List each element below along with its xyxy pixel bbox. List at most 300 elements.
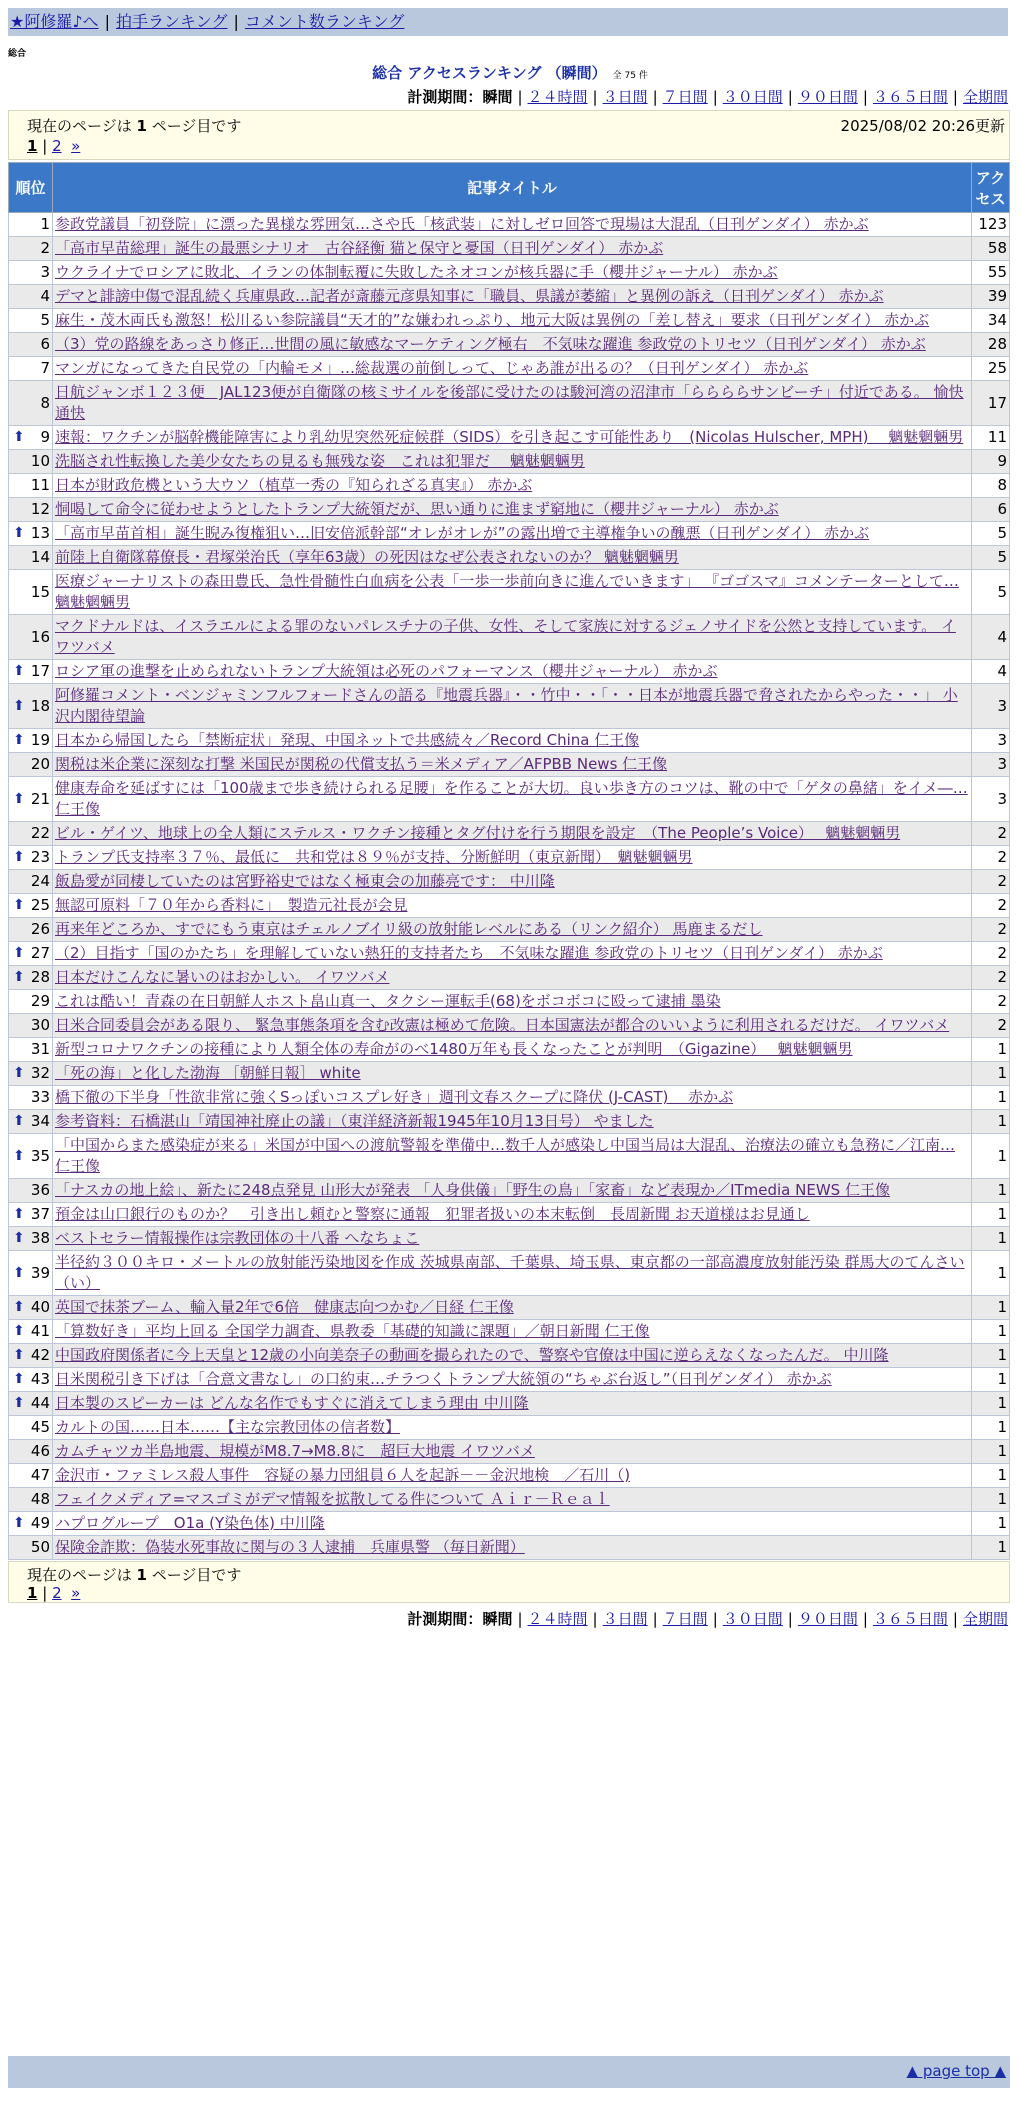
rank-number: 11 <box>30 476 50 494</box>
rank-number: 43 <box>30 1370 50 1388</box>
rank-number: 38 <box>30 1229 50 1247</box>
article-link[interactable]: フェイクメディア=マスゴミがデマ情報を拡散してる件について Ａｉｒ－Ｒｅａｌ <box>55 1490 610 1508</box>
article-link[interactable]: 阿修羅コメント・ベンジャミンフルフォードさんの語る『地震兵器』・・竹中・・「・・日本が地震兵器で脅されたからやった・・」 小沢内閣待望論 <box>55 686 958 725</box>
table-row <box>9 1203 1010 1227</box>
period-link-1[interactable]: ３日間 <box>602 1610 648 1628</box>
article-link[interactable]: 「死の海」と化した渤海 ［朝鮮日報］ white <box>55 1064 361 1082</box>
access-count: 1 <box>972 1440 1010 1464</box>
page-info-number: 1 <box>136 1566 147 1584</box>
pager-next[interactable]: » <box>71 1584 81 1602</box>
rank-cell <box>9 522 53 546</box>
access-count: 1 <box>972 1296 1010 1320</box>
article-link[interactable]: マンガになってきた自民党の「内輪モメ」…総裁選の前倒しって、じゃあ誰が出るの？（日刊ゲンダイ） 赤かぶ <box>55 359 809 377</box>
article-link[interactable]: 「高市早苗首相」誕生睨み復権狙い…旧安倍派幹部“オレがオレが”の露出増で主導権争いの醜悪（日刊ゲンダイ） 赤かぶ <box>55 524 870 542</box>
rank-number: 50 <box>30 1538 50 1556</box>
table-row <box>9 309 1010 333</box>
article-link[interactable]: （2）目指す「国のかたち」を理解していない熱狂的支持者たち 不気味な躍進 参政党のトリセツ（日刊ゲンダイ） 赤かぶ <box>55 944 883 962</box>
article-link[interactable]: 「中国からまた感染症が来る」米国が中国への渡航警報を準備中…数千人が感染し中国当局は大混乱、治療法の確立も急務に／江南… 仁王像 <box>55 1136 956 1175</box>
nav-separator: | <box>233 12 239 31</box>
access-count: 6 <box>972 498 1010 522</box>
title-cell <box>53 846 972 870</box>
table-row <box>9 1536 1010 1560</box>
title-cell <box>53 1038 972 1062</box>
rank-number: 37 <box>30 1205 50 1223</box>
access-count: 3 <box>972 777 1010 822</box>
table-row <box>9 1062 1010 1086</box>
access-count: 4 <box>972 615 1010 660</box>
rank-number: 7 <box>40 359 50 377</box>
title-cell <box>53 1320 972 1344</box>
title-cell <box>53 615 972 660</box>
title-cell <box>53 1179 972 1203</box>
rank-number: 33 <box>30 1088 50 1106</box>
access-count: 1 <box>972 1416 1010 1440</box>
nav-separator: | <box>104 12 110 31</box>
page-top-link[interactable]: ▲ page top ▲ <box>906 2062 1006 2080</box>
table-row <box>9 546 1010 570</box>
table-row <box>9 1110 1010 1134</box>
rank-number: 18 <box>30 696 50 715</box>
table-row <box>9 1179 1010 1203</box>
title-cell <box>53 474 972 498</box>
article-link[interactable]: カムチャツカ半島地震、規模がM8.7→M8.8に 超巨大地震 イワツバメ <box>55 1442 535 1460</box>
table-row <box>9 942 1010 966</box>
article-link[interactable]: 日本から帰国したら「禁断症状」発現、中国ネットで共感続々／Record China 仁王像 <box>55 731 640 749</box>
article-link[interactable]: 参政党議員「初登院」に漂った異様な雰囲気…さや氏「核武装」に対しゼロ回答で現場は大混乱（日刊ゲンダイ） 赤かぶ <box>55 215 869 233</box>
rank-number: 35 <box>30 1146 50 1165</box>
article-link[interactable]: 速報：ワクチンが脳幹機能障害により乳幼児突然死症候群（SIDS）を引き起こす可能性あり (Nicolas Hulscher, MPH) 魑魅魍魎男 <box>55 428 964 446</box>
rank-up-arrow-icon: ⬆ <box>13 897 25 913</box>
comment-ranking-link[interactable]: コメント数ランキング <box>244 12 405 31</box>
rank-number: 34 <box>30 1112 50 1130</box>
access-count: 1 <box>972 1464 1010 1488</box>
article-link[interactable]: マクドナルドは、イスラエルによる罪のないパレスチナの子供、女性、そして家族に対するジェノサイドを公然と支持しています。 イワツバメ <box>55 617 956 656</box>
rank-up-arrow-icon: ⬆ <box>13 1323 25 1339</box>
access-count: 25 <box>972 357 1010 381</box>
article-link[interactable]: ベストセラー情報操作は宗教団体の十八番 へなちょこ <box>55 1229 420 1247</box>
access-count: 8 <box>972 474 1010 498</box>
article-link[interactable]: 日米関税引き下げは「合意文書なし」の口約束…チラつくトランプ大統領の“ちゃぶ台返し”（日刊ゲンダイ） 赤かぶ <box>55 1370 832 1388</box>
access-count: 1 <box>972 1086 1010 1110</box>
pager-page-2[interactable]: 2 <box>52 137 62 155</box>
period-label: 計測期間： <box>407 88 483 106</box>
table-row <box>9 1227 1010 1251</box>
rank-up-arrow-icon: ⬆ <box>13 1515 25 1531</box>
rank-cell <box>9 942 53 966</box>
rank-number: 1 <box>40 215 50 233</box>
table-row <box>9 357 1010 381</box>
period-link-0[interactable]: ２４時間 <box>527 1610 588 1628</box>
rank-cell <box>9 1086 53 1110</box>
rank-cell <box>9 1344 53 1368</box>
period-separator: | <box>952 1610 958 1628</box>
period-separator: | <box>712 1610 718 1628</box>
period-label: 計測期間： <box>407 1610 483 1628</box>
period-separator: | <box>787 1610 793 1628</box>
rank-cell <box>9 1320 53 1344</box>
article-link[interactable]: 中国政府関係者に今上天皇と12歳の小向美奈子の動画を撮られたので、警察や官僚は中国に逆らえなくなったんだ。 中川隆 <box>55 1346 889 1364</box>
access-count: 2 <box>972 918 1010 942</box>
page-title-text: 総合 アクセスランキング （瞬間） <box>372 64 607 82</box>
period-link-0[interactable]: ２４時間 <box>527 88 588 106</box>
article-link[interactable]: 恫喝して命令に従わせようとしたトランプ大統領だが、思い通りに進まず窮地に（櫻井ジャーナル） 赤かぶ <box>55 500 779 518</box>
rank-cell <box>9 570 53 615</box>
title-cell <box>53 870 972 894</box>
page-info-suffix: ページ目です <box>151 1566 242 1584</box>
period-selector <box>407 86 1008 107</box>
rank-cell <box>9 1110 53 1134</box>
rank-number: 4 <box>40 287 50 305</box>
access-count: 2 <box>972 846 1010 870</box>
access-count: 3 <box>972 753 1010 777</box>
table-row <box>9 894 1010 918</box>
pager-separator: | <box>42 1584 48 1602</box>
article-link[interactable]: 参考資料：石橋湛山「靖国神社廃止の議」（東洋経済新報1945年10月13日号） やました <box>55 1112 654 1130</box>
rank-number: 13 <box>30 524 50 542</box>
table-row <box>9 426 1010 450</box>
title-cell <box>53 822 972 846</box>
article-link[interactable]: 「高市早苗総理」誕生の最悪シナリオ 古谷経衡 猫と保守と憂国（日刊ゲンダイ） 赤かぶ <box>55 239 664 257</box>
access-count: 1 <box>972 1179 1010 1203</box>
table-row <box>9 918 1010 942</box>
period-link-3[interactable]: ３０日間 <box>722 88 783 106</box>
rank-number: 25 <box>30 896 50 914</box>
access-count: 2 <box>972 870 1010 894</box>
period-separator: | <box>712 88 718 106</box>
access-count: 2 <box>972 966 1010 990</box>
rank-number: 24 <box>30 872 50 890</box>
period-separator: | <box>592 1610 598 1628</box>
rank-up-arrow-icon: ⬆ <box>13 1113 25 1129</box>
access-count: 123 <box>972 213 1010 237</box>
rank-cell <box>9 1062 53 1086</box>
period-separator: | <box>517 1610 523 1628</box>
rank-cell <box>9 1368 53 1392</box>
table-row <box>9 870 1010 894</box>
total-count: 全 75 件 <box>612 71 648 81</box>
article-link[interactable]: 無認可原料「７０年から香料に」 製造元社長が会見 <box>55 896 408 914</box>
rank-cell <box>9 333 53 357</box>
title-cell <box>53 729 972 753</box>
article-link[interactable]: 健康寿命を延ばすには「100歳まで歩き続けられる足腰」を作ることが大切。良い歩き方のコツは、靴の中で「ゲタの鼻緒」をイメ―… 仁王像 <box>55 779 968 818</box>
table-row <box>9 753 1010 777</box>
access-count: 1 <box>972 1488 1010 1512</box>
access-count: 1 <box>972 1110 1010 1134</box>
rank-up-arrow-icon: ⬆ <box>13 732 25 748</box>
period-separator: | <box>862 1610 868 1628</box>
access-count: 1 <box>972 1062 1010 1086</box>
title-cell <box>53 1440 972 1464</box>
title-cell <box>53 333 972 357</box>
table-row <box>9 333 1010 357</box>
rank-cell <box>9 777 53 822</box>
period-link-2[interactable]: ７日間 <box>662 88 708 106</box>
access-count: 5 <box>972 570 1010 615</box>
rank-cell <box>9 918 53 942</box>
rank-number: 31 <box>30 1040 50 1058</box>
title-cell <box>53 1392 972 1416</box>
period-link-1[interactable]: ３日間 <box>602 88 648 106</box>
table-row <box>9 213 1010 237</box>
title-cell <box>53 990 972 1014</box>
article-link[interactable]: 医療ジャーナリストの森田豊氏、急性骨髄性白血病を公表「一歩一歩前向きに進んでいきます」 『ゴゴスマ』コメンテーターとして… 魑魅魍魎男 <box>55 572 959 611</box>
table-row <box>9 522 1010 546</box>
period-current: 瞬間 <box>482 88 513 106</box>
table-row <box>9 261 1010 285</box>
page-info-box-top <box>8 110 1010 160</box>
title-cell <box>53 381 972 426</box>
rank-number: 8 <box>40 393 50 412</box>
table-row <box>9 729 1010 753</box>
rank-cell <box>9 990 53 1014</box>
rank-up-arrow-icon: ⬆ <box>13 525 25 541</box>
rank-cell <box>9 660 53 684</box>
bottom-bar <box>8 2056 1010 2088</box>
article-link[interactable]: 日本製のスピーカーは どんな名作でもすぐに消えてしまう理由 中川隆 <box>55 1394 529 1412</box>
rank-number: 40 <box>30 1298 50 1316</box>
rank-number: 48 <box>30 1490 50 1508</box>
page-info-box-bottom <box>8 1561 1010 1603</box>
article-link[interactable]: 「ナスカの地上絵」、新たに248点発見 山形大が発表 「人身供儀」「野生の鳥」「家畜」など表現か／ITmedia NEWS 仁王像 <box>55 1181 890 1199</box>
rank-up-arrow-icon: ⬆ <box>13 945 25 961</box>
page-info-number: 1 <box>136 117 147 135</box>
rank-number: 17 <box>30 662 50 680</box>
period-link-3[interactable]: ３０日間 <box>722 1610 783 1628</box>
rank-number: 27 <box>30 944 50 962</box>
rank-number: 10 <box>30 452 50 470</box>
article-link[interactable]: 洗脳され性転換した美少女たちの見るも無残な姿 これは犯罪だ 魑魅魍魎男 <box>55 452 585 470</box>
article-link[interactable]: 前陸上自衛隊幕僚長・君塚栄治氏（享年63歳）の死因はなぜ公表されないのか？ 魑魅魍魎男 <box>55 548 679 566</box>
title-cell <box>53 918 972 942</box>
rank-up-arrow-icon: ⬆ <box>13 1299 25 1315</box>
rank-number: 19 <box>30 731 50 749</box>
rank-up-arrow-icon: ⬆ <box>13 697 25 714</box>
rank-cell <box>9 1134 53 1179</box>
page-info-suffix: ページ目です <box>151 117 242 135</box>
rank-cell <box>9 426 53 450</box>
rank-cell <box>9 1488 53 1512</box>
access-count: 2 <box>972 942 1010 966</box>
period-link-4[interactable]: ９０日間 <box>797 88 858 106</box>
col-header-title: 記事タイトル <box>53 163 972 213</box>
article-link[interactable]: カルトの国……日本……【主な宗教団体の信者数】 <box>55 1418 401 1436</box>
home-link[interactable]: ★阿修羅♪へ <box>10 12 99 31</box>
table-row <box>9 474 1010 498</box>
table-row <box>9 381 1010 426</box>
rank-number: 30 <box>30 1016 50 1034</box>
access-count: 3 <box>972 684 1010 729</box>
rank-up-arrow-icon: ⬆ <box>13 1264 25 1281</box>
table-row <box>9 1440 1010 1464</box>
period-link-6[interactable]: 全期間 <box>962 1610 1008 1628</box>
rank-cell <box>9 822 53 846</box>
article-link[interactable]: 預金は山口銀行のものか？ 引き出し頼むと警察に通報 犯罪者扱いの本末転倒 長周新聞 お天道様はお見通し <box>55 1205 810 1223</box>
table-row <box>9 1464 1010 1488</box>
table-row <box>9 615 1010 660</box>
page-info-prefix: 現在のページは <box>27 117 132 135</box>
article-link[interactable]: これは酷い！青森の在日朝鮮人ホスト畠山真一、タクシー運転手(68)をボコボコに殴って逮捕 墨染 <box>55 992 721 1010</box>
table-row <box>9 660 1010 684</box>
title-cell <box>53 1344 972 1368</box>
access-count: 2 <box>972 894 1010 918</box>
rank-up-arrow-icon: ⬆ <box>13 1230 25 1246</box>
title-cell <box>53 546 972 570</box>
table-row <box>9 1392 1010 1416</box>
article-link[interactable]: 日本が財政危機という大ウソ（植草一秀の『知られざる真実』） 赤かぶ <box>55 476 533 494</box>
col-header-access: アクセス <box>972 163 1010 213</box>
article-link[interactable]: （3）党の路線をあっさり修正…世間の風に敏感なマーケティング極右 不気味な躍進 参政党のトリセツ（日刊ゲンダイ） 赤かぶ <box>55 335 926 353</box>
access-count: 1 <box>972 1392 1010 1416</box>
rank-cell <box>9 1440 53 1464</box>
rank-number: 20 <box>30 755 50 773</box>
table-row <box>9 822 1010 846</box>
rank-cell <box>9 1038 53 1062</box>
title-cell <box>53 1110 972 1134</box>
title-cell <box>53 498 972 522</box>
table-row <box>9 1320 1010 1344</box>
rank-cell <box>9 1179 53 1203</box>
rank-cell <box>9 1296 53 1320</box>
article-link[interactable]: ビル・ゲイツ、地球上の全人類にステルス・ワクチン接種とタグ付けを行う期限を設定 （The People’s Voice） 魑魅魍魎男 <box>55 824 901 842</box>
rank-cell <box>9 1014 53 1038</box>
access-count: 1 <box>972 1251 1010 1296</box>
rank-number: 5 <box>40 311 50 329</box>
access-count: 2 <box>972 822 1010 846</box>
access-count: 39 <box>972 285 1010 309</box>
rank-cell <box>9 285 53 309</box>
title-cell <box>53 1464 972 1488</box>
rank-number: 22 <box>30 824 50 842</box>
period-link-4[interactable]: ９０日間 <box>797 1610 858 1628</box>
rank-cell <box>9 966 53 990</box>
table-row <box>9 570 1010 615</box>
title-cell <box>53 357 972 381</box>
rank-number: 36 <box>30 1181 50 1199</box>
article-link[interactable]: 飯島愛が同棲していたのは宮野裕史ではなく極東会の加藤亮です： 中川隆 <box>55 872 555 890</box>
period-separator: | <box>592 88 598 106</box>
access-count: 5 <box>972 522 1010 546</box>
article-link[interactable]: 日航ジャンボ１２３便 JAL123便が自衛隊の核ミサイルを後部に受けたのは駿河湾の沼津市「ららららサンビーチ」付近である。 愉快通快 <box>55 383 964 422</box>
rank-up-arrow-icon: ⬆ <box>13 1147 25 1164</box>
rank-up-arrow-icon: ⬆ <box>13 969 25 985</box>
rank-cell <box>9 213 53 237</box>
access-count: 28 <box>972 333 1010 357</box>
title-cell <box>53 777 972 822</box>
access-count: 11 <box>972 426 1010 450</box>
pager-page-2[interactable]: 2 <box>52 1584 62 1602</box>
rank-up-arrow-icon: ⬆ <box>13 1206 25 1222</box>
article-link[interactable]: 日米合同委員会がある限り、 緊急事態条項を含む改憲は極めて危険。日本国憲法が都合のいいように利用されるだけだ。 イワツバメ <box>55 1016 950 1034</box>
article-link[interactable]: 日本だけこんなに暑いのはおかしい。 イワツバメ <box>55 968 390 986</box>
table-row <box>9 990 1010 1014</box>
table-row <box>9 1038 1010 1062</box>
table-row <box>9 966 1010 990</box>
title-cell <box>53 1368 972 1392</box>
article-link[interactable]: 半径約３００キロ・メートルの放射能汚染地図を作成 茨城県南部、千葉県、埼玉県、東京都の一部高濃度放射能汚染 群馬大のてんさい（い） <box>55 1253 965 1292</box>
table-row <box>9 1296 1010 1320</box>
article-link[interactable]: 「算数好き」平均上回る 全国学力調査、県教委「基礎的知識に課題」／朝日新聞 仁王像 <box>55 1322 650 1340</box>
article-link[interactable]: 金沢市・ファミレス殺人事件 容疑の暴力団組員６人を起訴－－金沢地検 ／石川（) <box>55 1466 631 1484</box>
article-link[interactable]: 橋下徹の下半身「性欲非常に強くSっぽいコスプレ好き」週刊文春スクープに降伏 (J-CAST) 赤かぶ <box>55 1088 734 1106</box>
table-row <box>9 1014 1010 1038</box>
rank-up-arrow-icon: ⬆ <box>13 429 25 445</box>
access-count: 9 <box>972 450 1010 474</box>
article-link[interactable]: 新型コロナワクチンの接種により人類全体の寿命がのべ1480万年も長くなったことが判明 （Gigazine） 魑魅魍魎男 <box>55 1040 853 1058</box>
article-link[interactable]: デマと誹謗中傷で混乱続く兵庫県政…記者が斎藤元彦県知事に「職員、県議が萎縮」と異例の訴え（日刊ゲンダイ） 赤かぶ <box>55 287 884 305</box>
rank-number: 6 <box>40 335 50 353</box>
rank-up-arrow-icon: ⬆ <box>13 1395 25 1411</box>
article-link[interactable]: ウクライナでロシアに敗北、イランの体制転覆に失敗したネオコンが核兵器に手（櫻井ジャーナル） 赤かぶ <box>55 263 778 281</box>
article-link[interactable]: 麻生・茂木両氏も激怒！松川るい参院議員“天才的”な嫌われっぷり、地元大阪は異例の「差し替え」要求（日刊ゲンダイ） 赤かぶ <box>55 311 930 329</box>
rank-number: 23 <box>30 848 50 866</box>
section-tag: 総合 <box>8 49 27 59</box>
access-count: 58 <box>972 237 1010 261</box>
title-cell <box>53 570 972 615</box>
pager <box>27 1584 80 1602</box>
rank-cell <box>9 1464 53 1488</box>
title-cell <box>53 1134 972 1179</box>
article-link[interactable]: ハプログループ O1a (Y染色体) 中川隆 <box>55 1514 325 1532</box>
title-cell <box>53 522 972 546</box>
table-row <box>9 684 1010 729</box>
rank-number: 44 <box>30 1394 50 1412</box>
article-link[interactable]: 英国で抹茶ブーム、輸入量2年で6倍 健康志向つかむ／日経 仁王像 <box>55 1298 514 1316</box>
title-cell <box>53 1014 972 1038</box>
top-nav-bar <box>8 8 1008 36</box>
rank-number: 15 <box>30 582 50 601</box>
rank-up-arrow-icon: ⬆ <box>13 1371 25 1387</box>
access-count: 55 <box>972 261 1010 285</box>
period-link-5[interactable]: ３６５日間 <box>872 88 948 106</box>
period-selector-bottom <box>407 1608 1008 1629</box>
page-info <box>27 1564 241 1585</box>
period-link-2[interactable]: ７日間 <box>662 1610 708 1628</box>
rank-number: 47 <box>30 1466 50 1484</box>
title-cell <box>53 1512 972 1536</box>
rank-number: 49 <box>30 1514 50 1532</box>
table-row <box>9 846 1010 870</box>
rank-number: 39 <box>30 1263 50 1282</box>
page-title <box>0 62 1020 83</box>
article-link[interactable]: 保険金詐欺：偽装水死事故に関与の３人逮捕 兵庫県警 （毎日新聞） <box>55 1538 525 1556</box>
rank-cell <box>9 894 53 918</box>
pager-next[interactable]: » <box>71 137 81 155</box>
period-link-6[interactable]: 全期間 <box>962 88 1008 106</box>
rank-cell <box>9 1392 53 1416</box>
article-link[interactable]: 再来年どころか、すでにもう東京はチェルノブイリ級の放射能レベルにある（リンク紹介） 馬鹿まるだし <box>55 920 763 938</box>
title-cell <box>53 1416 972 1440</box>
access-count: 4 <box>972 660 1010 684</box>
page-info-prefix: 現在のページは <box>27 1566 132 1584</box>
title-cell <box>53 1062 972 1086</box>
rank-cell <box>9 381 53 426</box>
period-separator: | <box>862 88 868 106</box>
article-link[interactable]: ロシア軍の進撃を止められないトランプ大統領は必死のパフォーマンス（櫻井ジャーナル） 赤かぶ <box>55 662 718 680</box>
rank-number: 45 <box>30 1418 50 1436</box>
clap-ranking-link[interactable]: 拍手ランキング <box>115 12 228 31</box>
rank-cell <box>9 450 53 474</box>
title-cell <box>53 285 972 309</box>
article-link[interactable]: 関税は米企業に深刻な打撃 米国民が関税の代償支払う＝米メディア／AFPBB News 仁王像 <box>55 755 668 773</box>
table-row <box>9 450 1010 474</box>
access-count: 1 <box>972 1512 1010 1536</box>
period-link-5[interactable]: ３６５日間 <box>872 1610 948 1628</box>
rank-cell <box>9 846 53 870</box>
rank-cell <box>9 1416 53 1440</box>
access-count: 34 <box>972 309 1010 333</box>
article-link[interactable]: トランプ氏支持率３７％、最低に 共和党は８９％が支持、分断鮮明（東京新聞） 魑魅魍魎男 <box>55 848 693 866</box>
rank-up-arrow-icon: ⬆ <box>13 1347 25 1363</box>
